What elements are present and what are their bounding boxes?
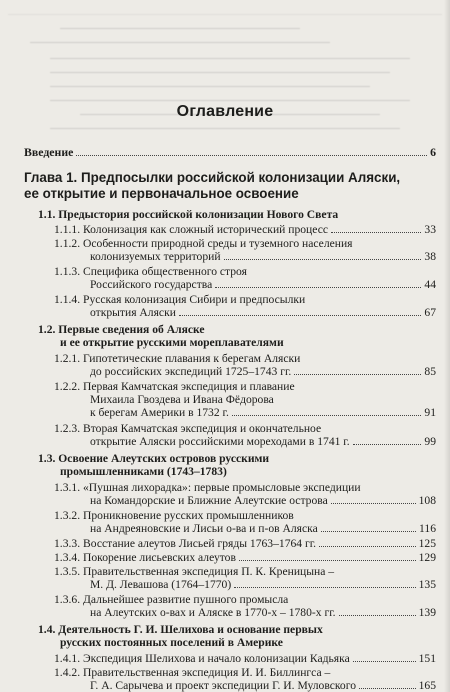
leader-dots — [234, 587, 415, 588]
toc-entry-1-3-2[interactable] — [54, 509, 436, 535]
toc-entry-1-2-2[interactable] — [54, 380, 436, 419]
toc-entry-1-2-3[interactable] — [54, 422, 436, 448]
page-number: 151 — [418, 652, 436, 665]
toc-entry-1-1-3[interactable] — [54, 265, 436, 291]
entry-text-continued: колонизуемых территорий — [90, 250, 221, 263]
leader-dots — [294, 374, 421, 375]
section-title-line1: 1.3. Освоение Алеутских островов русскими — [38, 452, 270, 465]
entry-text: Правительственная экспедиция И. И. Биллингса – — [83, 666, 331, 679]
leader-dots — [359, 688, 416, 689]
entry-text: Первая Камчатская экспедиция и плавание — [83, 380, 295, 393]
entry-number: 1.4.2. — [54, 666, 81, 679]
entry-text: Специфика общественного строя — [83, 265, 247, 278]
leader-dots — [319, 546, 416, 547]
entry-text-continued: на Командорские и Ближние Алеутские острова — [90, 494, 328, 507]
entry-text-continued: на Андреяновские и Лисьи о-ва и п-ов Аляска — [90, 522, 318, 535]
entry-text: Введение — [24, 145, 74, 159]
leader-dots — [179, 315, 422, 316]
entry-number: 1.3.6. — [54, 593, 81, 606]
entry-text-continued: Михаила Гвоздева и Ивана Фёдорова — [90, 393, 274, 406]
entry-text: Вторая Камчатская экспедиция и окончательное — [83, 422, 322, 435]
entry-number: 1.1.4. — [54, 293, 81, 306]
toc-entry-1-1-1[interactable] — [54, 223, 436, 236]
page-number: 165 — [418, 679, 436, 692]
entry-number: 1.2.2. — [54, 380, 81, 393]
entry-text: Правительственная экспедиция П. К. Креницына – — [83, 565, 335, 578]
leader-dots — [353, 661, 416, 662]
entry-number: 1.4.1. — [54, 652, 81, 665]
page-number: 91 — [424, 406, 436, 419]
page-number: 125 — [418, 537, 436, 550]
entry-text: Проникновение русских промышленников — [83, 509, 294, 522]
chapter-title-line2: ее открытие и первоначальное освоение — [24, 186, 299, 201]
toc-entry-1-4-2[interactable] — [54, 666, 436, 692]
page-number: 44 — [424, 278, 436, 291]
leader-dots — [331, 232, 421, 233]
toc-entry-intro[interactable] — [24, 146, 436, 159]
entry-text: Гипотетические плавания к берегам Аляски — [83, 352, 301, 365]
toc-entry-1-3-4[interactable] — [54, 551, 436, 564]
page-number: 38 — [424, 250, 436, 263]
entry-text-continued: до российских экспедиций 1725–1743 гг. — [90, 365, 292, 378]
toc-title: Оглавление — [176, 103, 274, 120]
leader-dots — [239, 560, 416, 561]
leader-dots — [215, 287, 421, 288]
entry-number: 1.3.1. — [54, 481, 81, 494]
section-title-line2: и ее открытие русскими мореплавателями — [60, 336, 284, 349]
entry-text: Восстание алеутов Лисьей гряды 1763–1764 гг. — [83, 537, 317, 550]
entry-text: Особенности природной среды и туземного населения — [83, 237, 353, 250]
entry-text-continued: открытия Аляски — [90, 306, 176, 319]
toc-entry-1-2-1[interactable] — [54, 352, 436, 378]
leader-dots — [224, 259, 422, 260]
toc-entry-1-1-2[interactable] — [54, 237, 436, 263]
page-number: 33 — [424, 223, 436, 236]
toc-entry-1-1-4[interactable] — [54, 293, 436, 319]
entry-text: Дальнейшее развитие пушного промысла — [83, 593, 289, 606]
section-title-line2: русских постоянных поселений в Америке — [60, 636, 283, 649]
entry-text: Покорение лисьевских алеутов — [83, 551, 236, 564]
section-1-2-heading[interactable] — [38, 323, 436, 349]
toc-entry-1-3-5[interactable] — [54, 565, 436, 591]
entry-text: Экспедиция Шелихова и начало колонизации Кадьяка — [83, 652, 350, 665]
entry-number: 1.1.1. — [54, 223, 81, 236]
entry-text-continued: на Алеутских о-вах и Аляске в 1770-х – 1780-х гг. — [90, 606, 336, 619]
entry-text-continued: Российского государства — [90, 278, 213, 291]
toc-entry-1-4-1[interactable] — [54, 652, 436, 665]
entry-number: 1.3.3. — [54, 537, 81, 550]
page-number: 85 — [424, 365, 436, 378]
entry-text-continued: к берегам Америки в 1732 г. — [90, 406, 229, 419]
page-number: 99 — [424, 435, 436, 448]
chapter-1-heading[interactable] — [24, 170, 438, 202]
section-title-line1: 1.4. Деятельность Г. И. Шелихова и основание первых — [38, 623, 323, 636]
page-number: 139 — [418, 606, 436, 619]
section-1-4-heading[interactable] — [38, 623, 436, 649]
leader-dots — [321, 531, 416, 532]
section-title-line2: промышленниками (1743–1783) — [60, 465, 227, 478]
entry-number: 1.1.2. — [54, 237, 81, 250]
section-title-line1: 1.2. Первые сведения об Аляске — [38, 323, 205, 336]
page-number: 116 — [419, 522, 436, 535]
entry-number: 1.2.1. — [54, 352, 81, 365]
toc-entry-1-3-6[interactable] — [54, 593, 436, 619]
entry-text: «Пушная лихорадка»: первые промысловые экспедиции — [83, 481, 361, 494]
entry-text-continued: М. Д. Левашова (1764–1770) — [90, 578, 232, 591]
leader-dots — [353, 444, 422, 445]
chapter-title-line1: Глава 1. Предпосылки российской колонизации Аляски, — [24, 170, 401, 185]
section-1-1-heading[interactable] — [38, 208, 436, 221]
page-number: 135 — [418, 578, 436, 591]
entry-text-continued: открытие Аляски российскими мореходами в 1741 г. — [90, 435, 350, 448]
section-1-3-heading[interactable] — [38, 452, 436, 478]
toc-entry-1-3-3[interactable] — [54, 537, 436, 550]
page-number: 129 — [418, 551, 436, 564]
section-title: 1.1. Предыстория российской колонизации Нового Света — [38, 208, 339, 221]
page-number: 67 — [424, 306, 436, 319]
page-number: 108 — [418, 494, 436, 507]
leader-dots — [76, 155, 427, 156]
leader-dots — [339, 615, 416, 616]
entry-number: 1.3.2. — [54, 509, 81, 522]
entry-text-continued: Г. А. Сарычева и проект экспедиции Г. И. Муловского — [90, 679, 356, 692]
leader-dots — [331, 503, 416, 504]
entry-text: Русская колонизация Сибири и предпосылки — [83, 293, 306, 306]
entry-text: Колонизация как сложный исторический процесс — [83, 223, 328, 236]
page-number: 6 — [430, 145, 436, 159]
leader-dots — [232, 415, 422, 416]
entry-number: 1.2.3. — [54, 422, 81, 435]
entry-number: 1.3.5. — [54, 565, 81, 578]
entry-number: 1.1.3. — [54, 265, 81, 278]
toc-entry-1-3-1[interactable] — [54, 481, 436, 507]
entry-number: 1.3.4. — [54, 551, 81, 564]
